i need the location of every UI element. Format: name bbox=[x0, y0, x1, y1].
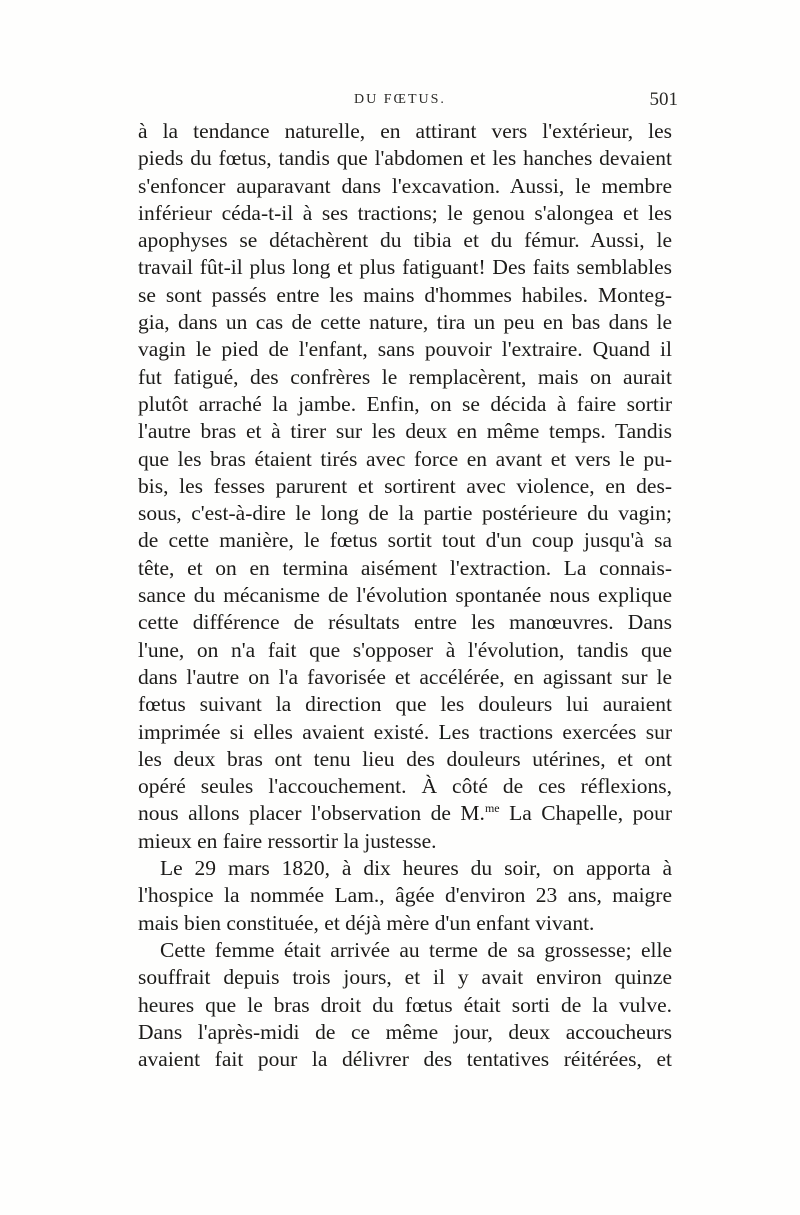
text-line: avaient fait pour la délivrer des tentatives réitérées, et bbox=[138, 1047, 672, 1072]
text-line: Dans l'après-midi de ce même jour, deux accoucheurs bbox=[138, 1019, 672, 1044]
text-line: l'hospice la nommée Lam., âgée d'environ 23 ans, maigre bbox=[138, 883, 672, 908]
text-line: dans l'autre on l'a favorisée et accélérée, en agissant sur le bbox=[138, 664, 672, 689]
text-line: souffrait depuis trois jours, et il y avait environ quinze bbox=[138, 965, 672, 990]
paragraph-start-line: Le 29 mars 1820, à dix heures du soir, on apporta à bbox=[160, 856, 672, 881]
text-line: sous, c'est-à-dire le long de la partie postérieure du vagin; bbox=[138, 501, 672, 526]
text-line: vagin le pied de l'enfant, sans pouvoir l'extraire. Quand il bbox=[138, 337, 672, 362]
text-line: heures que le bras droit du fœtus était sorti de la vulve. bbox=[138, 992, 672, 1017]
superscript-me: me bbox=[484, 801, 500, 816]
text-line: l'autre bras et à tirer sur les deux en même temps. Tandis bbox=[138, 419, 672, 444]
running-head: DU FŒTUS. bbox=[354, 92, 446, 107]
line-segment: nous allons placer l'observation de M. bbox=[138, 801, 485, 826]
text-line: tête, et on en termina aisément l'extraction. La connais- bbox=[138, 555, 672, 580]
text-line: cette différence de résultats entre les manœuvres. Dans bbox=[138, 610, 672, 635]
text-line-with-superscript bbox=[138, 800, 672, 827]
text-line: s'enfoncer auparavant dans l'excavation. Aussi, le membre bbox=[138, 173, 672, 198]
text-line: se sont passés entre les mains d'hommes habiles. Monteg- bbox=[138, 282, 672, 307]
text-line: que les bras étaient tirés avec force en avant et vers le pu- bbox=[138, 446, 672, 471]
text-line: bis, les fesses parurent et sortirent avec violence, en des- bbox=[138, 473, 672, 498]
text-line: plutôt arraché la jambe. Enfin, on se décida à faire sortir bbox=[138, 391, 672, 416]
text-line: à la tendance naturelle, en attirant vers l'extérieur, les bbox=[138, 119, 672, 143]
text-line: pieds du fœtus, tandis que l'abdomen et les hanches devaient bbox=[138, 146, 672, 171]
text-line: gia, dans un cas de cette nature, tira un peu en bas dans le bbox=[138, 310, 672, 335]
text-line: les deux bras ont tenu lieu des douleurs utérines, et ont bbox=[138, 746, 672, 771]
paragraph-end-line: mais bien constituée, et déjà mère d'un enfant vivant. bbox=[138, 910, 595, 935]
text-line: opéré seules l'accouchement. À côté de ces réflexions, bbox=[138, 774, 672, 799]
page-header bbox=[138, 89, 678, 114]
text-line: travail fût-il plus long et plus fatiguant! Des faits semblables bbox=[138, 255, 672, 280]
text-line: de cette manière, le fœtus sortit tout d'un coup jusqu'à sa bbox=[138, 528, 672, 553]
text-line: inférieur céda-t-il à ses tractions; le genou s'alongea et les bbox=[138, 200, 672, 225]
paragraph-end-line: mieux en faire ressortir la justesse. bbox=[138, 828, 437, 853]
page-number: 501 bbox=[649, 89, 678, 110]
text-line: l'une, on n'a fait que s'opposer à l'évolution, tandis que bbox=[138, 637, 672, 662]
body-text bbox=[138, 118, 672, 1073]
line-segment: La Chapelle, pour bbox=[499, 801, 672, 826]
text-line: fœtus suivant la direction que les douleurs lui auraient bbox=[138, 692, 672, 717]
text-line: sance du mécanisme de l'évolution spontanée nous explique bbox=[138, 583, 672, 608]
text-line: fut fatigué, des confrères le remplacèrent, mais on aurait bbox=[138, 364, 672, 389]
text-line: imprimée si elles avaient existé. Les tractions exercées sur bbox=[138, 719, 672, 744]
text-line: apophyses se détachèrent du tibia et du fémur. Aussi, le bbox=[138, 228, 672, 253]
paragraph-start-line: Cette femme était arrivée au terme de sa grossesse; elle bbox=[160, 937, 672, 962]
